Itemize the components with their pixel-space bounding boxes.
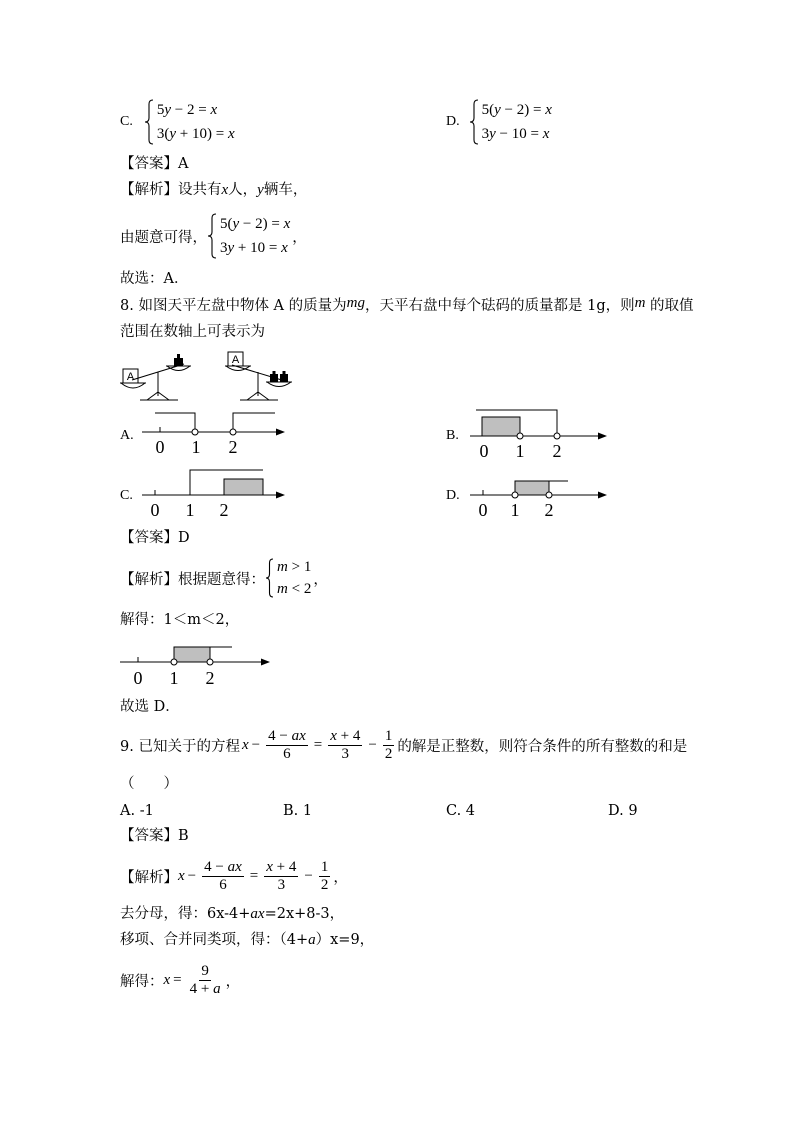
balance-left-pan-right [166,366,191,371]
range-bracket-right [233,413,275,429]
q9-option-b: B. 1 [283,803,313,819]
weight-icon [280,374,288,382]
tick-label-0: 0 [478,500,488,520]
q9-analysis-frac1-den: 6 [219,876,227,893]
q7-option-c-eq2: 3(y + 10) = x [156,126,235,142]
q9-analysis-equals: = [249,867,259,884]
q8-option-c-label: C. [120,488,133,503]
q8-analysis-intro: 【解析】根据题意得： [120,571,265,588]
weight-icon [270,374,278,382]
number-line-option-a [142,413,285,457]
balance-right [225,352,292,400]
q7-option-c-eq1: 5y − 2 = x [156,102,218,118]
q9-step2-text1: 移项、合并同类项，得：（4+ [120,932,309,948]
q9-analysis-frac2-num: x + 4 [266,858,297,875]
q7-system-eq2: 3y + 10 = x [220,240,288,256]
q7-analysis-text1: 【解析】设共有 [120,182,222,198]
q9-analysis-end: ， [333,869,348,886]
q8-stem-part3: 的取值 [645,298,694,314]
open-point-1 [512,492,518,498]
q9-analysis-tag: 【解析】 [120,869,178,886]
q8-option-d-label: D. [446,488,460,503]
q8-solution: 解得：1＜m＜2， [120,612,240,628]
tick-label-1: 1 [185,500,195,520]
q8-stem-line2: 范围在数轴上可表示为 [120,324,265,340]
tick-label-2: 2 [205,668,215,688]
tick-label-0: 0 [155,437,165,457]
q8-stem-var-mg: mg [346,295,365,311]
q9-stem-frac1-num: 4 − ax [268,727,306,744]
open-point-2 [554,433,560,439]
q7-system-eq1: 5(y − 2) = x [220,216,291,232]
weight-knob [177,354,180,358]
q9-step3-equals: = [173,971,182,988]
balance-right-pan-right [266,382,292,387]
number-line-option-d [470,481,607,520]
q9-stem-frac3-num: 1 [384,727,393,744]
q9-step3-lead: x [163,971,171,988]
q9-stem-frac3-den: 2 [384,745,393,762]
number-line-option-b [470,410,607,461]
q7-analysis-var-x: x [221,182,229,198]
q9-stem-minus1: − [251,736,261,753]
q9-analysis-frac2-den: 3 [277,876,286,893]
q9-analysis-frac3-den: 2 [320,876,329,893]
axis-arrow-icon [276,492,285,499]
q8-analysis-eq1: m > 1 [277,559,312,575]
q9-analysis-frac1-num: 4 − ax [204,858,242,875]
q9-analysis-minus2: − [304,867,313,884]
q7-answer: 【答案】A [120,156,189,172]
q8-stem-part1: 8. 如图天平左盘中物体 A 的质量为 [120,298,347,314]
q9-stem-minus2: − [368,736,377,753]
q9-option-d: D. 9 [608,803,638,819]
q9-analysis-frac3-num: 1 [320,858,329,875]
q9-step2-text2: ）x=9， [315,932,375,948]
range-bracket-left [155,413,195,429]
open-point-1 [517,433,523,439]
balance-right-object-label: A [231,354,240,366]
shaded-range [224,479,263,495]
q9-analysis-minus1: − [187,867,197,884]
open-point-2 [230,429,236,435]
q9-step3-text: 解得： [120,973,164,990]
q7-option-d-eq2: 3y − 10 = x [481,126,550,142]
axis-arrow-icon [261,659,270,666]
open-point-2 [546,492,552,498]
q9-answer: 【答案】B [120,828,189,844]
tick-label-0: 0 [479,441,489,461]
q7-analysis-var-y: y [257,182,264,198]
tick-label-2: 2 [544,500,554,520]
q7-option-d-eq1: 5(y − 2) = x [481,102,552,118]
q8-analysis-eq2: m < 2 [277,581,312,597]
balance-left-pan-left [120,383,146,388]
shaded-range [482,417,520,436]
shaded-range [515,481,549,495]
axis-arrow-icon [598,492,607,499]
q9-stem-frac2-den: 3 [341,745,350,762]
q9-analysis-lead: x [178,867,185,884]
weight-icon [174,358,183,366]
tick-label-1: 1 [515,441,525,461]
balance-left [120,354,191,400]
q9-step2-var: a [308,932,316,948]
tick-label-0: 0 [150,500,160,520]
q9-stem-suffix: 的解是正整数，则符合条件的所有整数的和是 [397,738,688,755]
q7-option-d-label: D. [446,114,460,129]
q9-answer-parentheses: （ ） [120,776,178,792]
number-line-option-c [142,470,285,520]
q8-option-a-label: A. [120,428,134,443]
q8-analysis-end: ， [313,571,328,588]
q7-analysis-text2: 人， [228,182,258,198]
tick-label-1: 1 [169,668,179,688]
tick-label-0: 0 [133,668,143,688]
q9-stem-frac1-den: 6 [283,745,291,762]
q7-system-end: ， [292,229,307,246]
q9-stem-frac2-num: x + 4 [330,727,361,744]
q8-stem-part2: ，天平右盘中每个砝码的质量都是 1g，则 [364,298,635,314]
open-point-2 [207,659,213,665]
open-point-1 [171,659,177,665]
weight-knob [283,371,286,374]
q7-system-intro: 由题意可得， [120,229,207,246]
q8-option-b-label: B. [446,428,459,443]
q7-option-c-label: C. [120,114,133,129]
q9-option-a: A. -1 [120,803,154,819]
tick-label-2: 2 [552,441,562,461]
tick-label-1: 1 [510,500,520,520]
q9-stem-prefix: 9. 已知关于的方程 [120,738,240,755]
q9-option-c: C. 4 [446,803,476,819]
weight-knob [273,371,276,374]
shaded-range [174,647,210,662]
q8-stem-var-m: m [634,295,646,311]
open-point-1 [192,429,198,435]
q9-stem-equals: = [313,736,323,753]
q9-step1-var: ax [250,906,265,922]
q9-step3-den: 4 + a [189,980,221,997]
q8-conclusion: 故选 D． [120,699,180,715]
q7-analysis-text3: 辆车， [263,182,308,198]
axis-arrow-icon [598,433,607,440]
tick-label-2: 2 [228,437,238,457]
axis-arrow-icon [276,429,285,436]
q9-stem-lead: x [241,736,249,753]
q9-step1-text1: 去分母，得：6x-4+ [120,906,251,922]
q9-step1-text2: =2x+8-3， [264,906,345,922]
q9-step3-num: 9 [201,962,209,979]
q7-conclusion: 故选：A． [120,271,189,287]
q9-step3-end: ， [225,973,241,990]
tick-label-1: 1 [191,437,201,457]
balance-left-object-label: A [126,371,135,383]
number-line-solution [120,647,270,688]
q8-answer: 【答案】D [120,530,190,546]
tick-label-2: 2 [219,500,229,520]
